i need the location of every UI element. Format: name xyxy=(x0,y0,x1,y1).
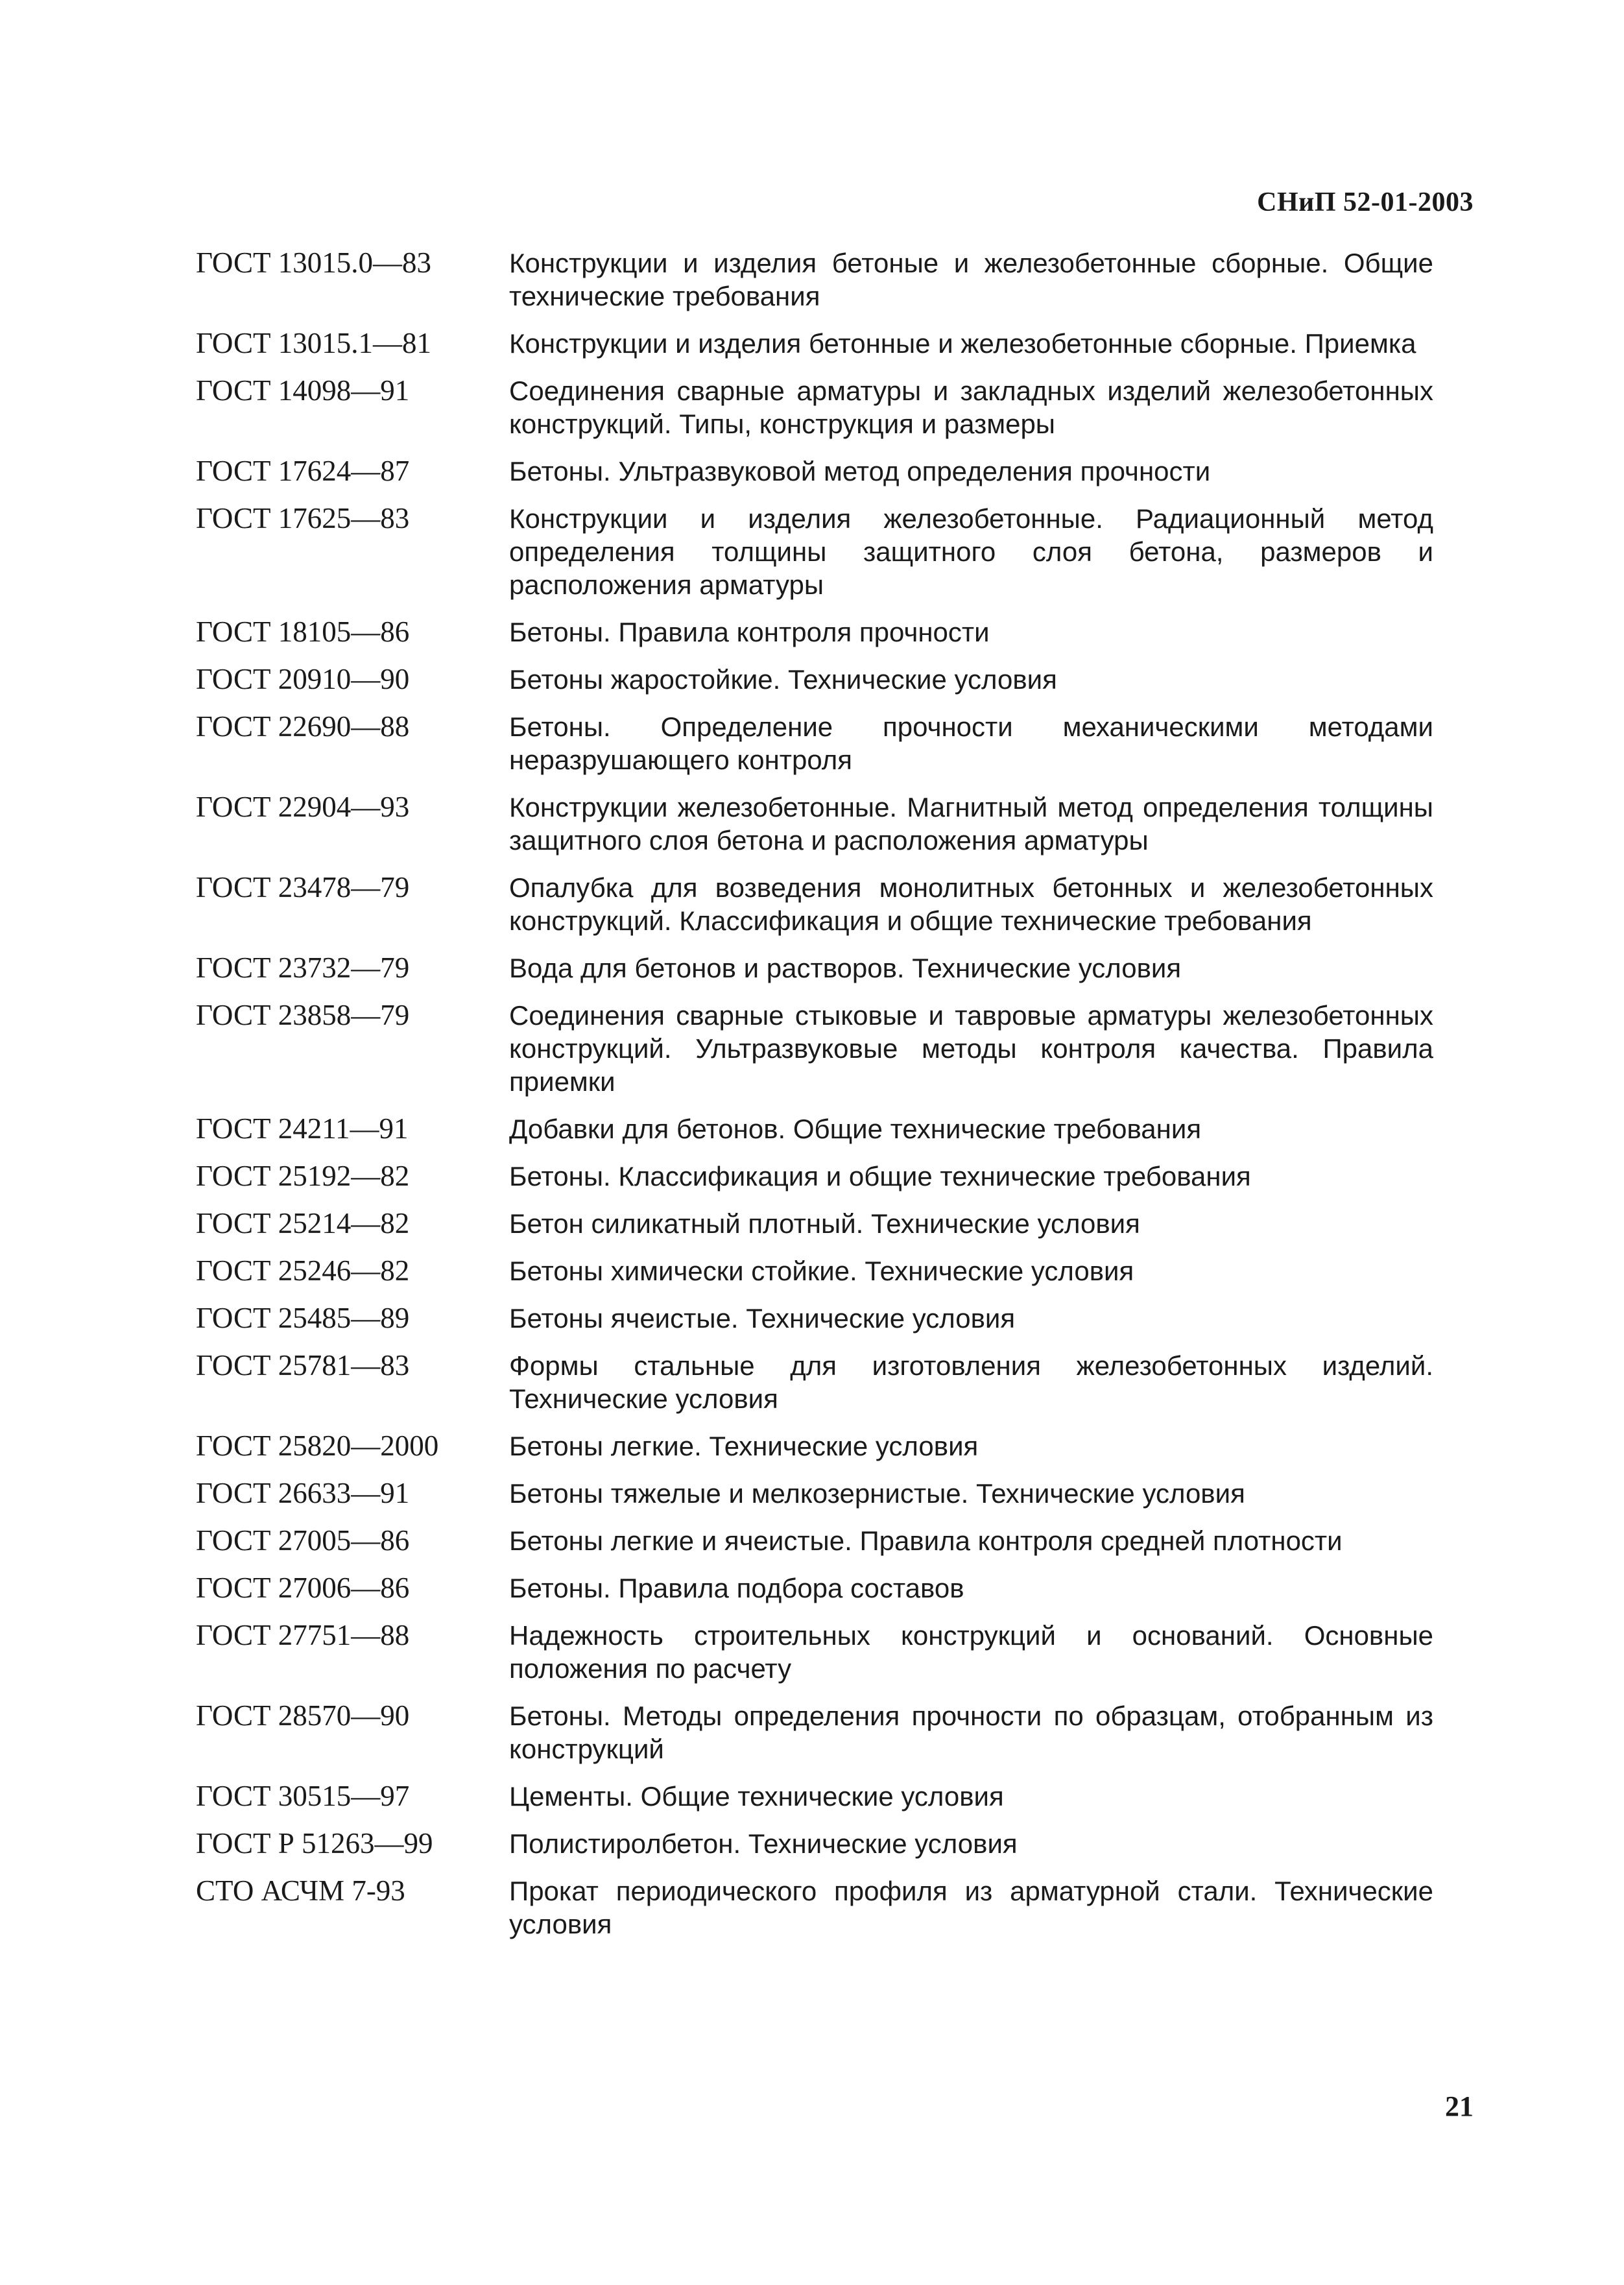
normative-references-list xyxy=(196,246,1433,1955)
reference-code: ГОСТ Р 51263—99 xyxy=(196,1827,433,1860)
reference-title: Добавки для бетонов. Общие технические требования xyxy=(509,1114,1202,1144)
reference-title: Бетоны. Правила подбора составов xyxy=(509,1573,964,1603)
reference-title: Конструкции и изделия железобетонные. Радиационный метод определения толщины защитного слоя бетона, размеров и расположения арматуры xyxy=(509,503,1433,600)
reference-entry xyxy=(196,1349,1433,1415)
reference-code: ГОСТ 14098—91 xyxy=(196,374,410,407)
reference-entry xyxy=(196,616,1433,649)
reference-entry xyxy=(196,1699,1433,1765)
reference-title: Надежность строительных конструкций и оснований. Основные положения по расчету xyxy=(509,1620,1433,1684)
reference-title: Бетоны. Определение прочности механическими методами неразрушающего контроля xyxy=(509,712,1433,775)
reference-title: Соединения сварные стыковые и тавровые арматуры железобетонных конструкций. Ультразвуковые методы контроля качества. Правила приемки xyxy=(509,1000,1433,1097)
reference-code: ГОСТ 25246—82 xyxy=(196,1254,410,1287)
reference-entry xyxy=(196,1207,1433,1240)
reference-code: ГОСТ 25485—89 xyxy=(196,1302,410,1334)
reference-entry xyxy=(196,1160,1433,1193)
reference-title: Бетоны жаростойкие. Технические условия xyxy=(509,664,1057,695)
reference-entry xyxy=(196,1430,1433,1463)
reference-entry xyxy=(196,374,1433,440)
reference-code: СТО АСЧМ 7-93 xyxy=(196,1874,405,1907)
reference-code: ГОСТ 26633—91 xyxy=(196,1477,410,1509)
reference-entry xyxy=(196,1827,1433,1860)
reference-title: Бетоны. Методы определения прочности по образцам, отобранным из конструкций xyxy=(509,1701,1433,1764)
reference-entry xyxy=(196,663,1433,696)
reference-title: Бетоны. Классификация и общие технические требования xyxy=(509,1161,1251,1191)
reference-code: ГОСТ 25214—82 xyxy=(196,1207,410,1239)
reference-entry xyxy=(196,1780,1433,1813)
reference-code: ГОСТ 13015.1—81 xyxy=(196,327,431,359)
reference-entry xyxy=(196,1619,1433,1685)
reference-code: ГОСТ 17625—83 xyxy=(196,502,410,534)
reference-entry xyxy=(196,1254,1433,1287)
reference-title: Бетоны. Ультразвуковой метод определения прочности xyxy=(509,456,1211,486)
reference-code: ГОСТ 23732—79 xyxy=(196,951,410,984)
reference-title: Конструкции железобетонные. Магнитный метод определения толщины защитного слоя бетона и расположения арматуры xyxy=(509,792,1433,855)
reference-code: ГОСТ 25820—2000 xyxy=(196,1430,439,1462)
reference-entry xyxy=(196,1572,1433,1605)
reference-code: ГОСТ 20910—90 xyxy=(196,663,410,695)
reference-entry xyxy=(196,710,1433,776)
reference-title: Соединения сварные арматуры и закладных изделий железобетонных конструкций. Типы, конструкция и размеры xyxy=(509,376,1433,439)
reference-entry xyxy=(196,1302,1433,1335)
reference-entry xyxy=(196,327,1433,360)
reference-title: Бетоны. Правила контроля прочности xyxy=(509,617,990,647)
reference-title: Конструкции и изделия бетонные и железобетонные сборные. Приемка xyxy=(509,328,1416,359)
reference-entry xyxy=(196,1112,1433,1145)
reference-code: ГОСТ 27751—88 xyxy=(196,1619,410,1651)
reference-code: ГОСТ 23858—79 xyxy=(196,999,410,1031)
reference-title: Опалубка для возведения монолитных бетонных и железобетонных конструкций. Классификация и общие технические требования xyxy=(509,872,1433,936)
reference-code: ГОСТ 30515—97 xyxy=(196,1780,410,1812)
reference-title: Вода для бетонов и растворов. Технические условия xyxy=(509,953,1182,983)
reference-title: Бетон силикатный плотный. Технические условия xyxy=(509,1208,1140,1239)
reference-entry xyxy=(196,791,1433,857)
document-code-header: СНиП 52-01-2003 xyxy=(1257,187,1474,217)
reference-title: Полистиролбетон. Технические условия xyxy=(509,1828,1018,1859)
reference-code: ГОСТ 23478—79 xyxy=(196,871,410,903)
reference-entry xyxy=(196,999,1433,1098)
reference-title: Прокат периодического профиля из арматурной стали. Технические условия xyxy=(509,1876,1433,1939)
reference-code: ГОСТ 28570—90 xyxy=(196,1699,410,1732)
reference-title: Цементы. Общие технические условия xyxy=(509,1781,1004,1812)
reference-title: Конструкции и изделия бетоные и железобетонные сборные. Общие технические требования xyxy=(509,248,1433,311)
reference-entry xyxy=(196,502,1433,601)
reference-title: Бетоны ячеистые. Технические условия xyxy=(509,1303,1016,1334)
reference-code: ГОСТ 18105—86 xyxy=(196,616,410,648)
reference-entry xyxy=(196,1874,1433,1941)
page-number: 21 xyxy=(1445,2090,1474,2122)
reference-entry xyxy=(196,951,1433,985)
reference-code: ГОСТ 24211—91 xyxy=(196,1112,409,1145)
reference-code: ГОСТ 17624—87 xyxy=(196,455,410,487)
reference-title: Бетоны химически стойкие. Технические условия xyxy=(509,1256,1134,1286)
reference-title: Бетоны легкие. Технические условия xyxy=(509,1431,979,1461)
reference-title: Бетоны легкие и ячеистые. Правила контроля средней плотности xyxy=(509,1525,1343,1556)
reference-code: ГОСТ 13015.0—83 xyxy=(196,246,431,279)
reference-code: ГОСТ 22690—88 xyxy=(196,710,410,743)
reference-code: ГОСТ 22904—93 xyxy=(196,791,410,823)
reference-entry xyxy=(196,455,1433,488)
reference-title: Бетоны тяжелые и мелкозернистые. Технические условия xyxy=(509,1478,1245,1509)
reference-code: ГОСТ 25781—83 xyxy=(196,1349,410,1382)
reference-entry xyxy=(196,1524,1433,1557)
reference-entry xyxy=(196,246,1433,313)
reference-code: ГОСТ 25192—82 xyxy=(196,1160,410,1192)
reference-title: Формы стальные для изготовления железобетонных изделий. Технические условия xyxy=(509,1350,1433,1414)
reference-entry xyxy=(196,871,1433,937)
reference-entry xyxy=(196,1477,1433,1510)
reference-code: ГОСТ 27005—86 xyxy=(196,1524,410,1557)
reference-code: ГОСТ 27006—86 xyxy=(196,1572,410,1604)
